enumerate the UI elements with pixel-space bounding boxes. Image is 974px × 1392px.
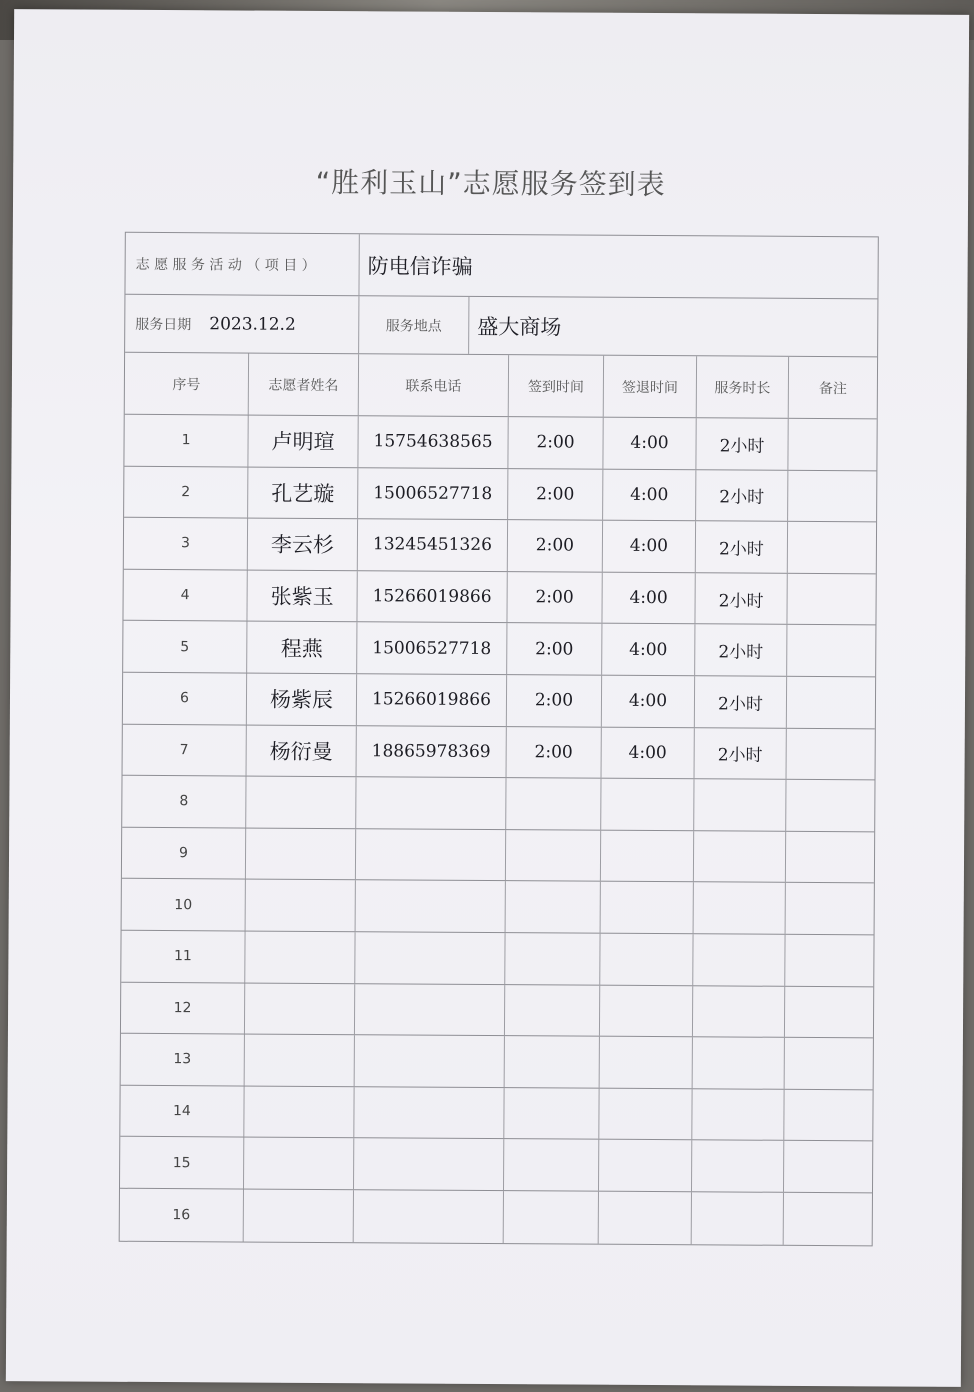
notes <box>785 935 873 986</box>
table-row <box>122 776 874 832</box>
table-row <box>121 1034 873 1090</box>
sign-in-time <box>505 933 600 984</box>
notes <box>785 1038 873 1089</box>
col-header-index: 序号 <box>125 353 249 415</box>
volunteer-name <box>244 1189 354 1241</box>
sign-in-time <box>505 1036 600 1087</box>
sign-in-time: 2:00 <box>507 623 602 674</box>
sign-out-time <box>601 779 694 830</box>
sign-out-time <box>600 934 693 985</box>
notes <box>788 470 876 521</box>
sign-out-time <box>599 1140 692 1191</box>
table-row <box>124 466 876 522</box>
table-row <box>123 673 875 729</box>
volunteer-name <box>246 880 356 931</box>
sheet-title: “胜利玉山”志愿服务签到表 <box>315 165 666 202</box>
phone-number <box>355 1035 505 1087</box>
volunteer-name: 张紫玉 <box>247 570 357 621</box>
sign-in-time: 2:00 <box>508 520 603 571</box>
notes <box>787 677 875 728</box>
sign-in-table <box>119 232 879 1246</box>
activity-row <box>125 233 877 300</box>
sign-out-time <box>600 1037 693 1088</box>
service-duration: 2小时 <box>695 625 787 676</box>
row-index: 6 <box>123 673 247 724</box>
service-duration <box>693 934 785 985</box>
sign-out-time <box>601 830 694 881</box>
table-row <box>120 1137 872 1193</box>
sign-out-time: 4:00 <box>602 572 695 623</box>
table-row <box>123 570 875 626</box>
row-index: 14 <box>120 1085 244 1136</box>
row-index: 13 <box>121 1034 245 1085</box>
col-header-sign-in: 签到时间 <box>509 355 604 417</box>
row-index: 10 <box>122 879 246 930</box>
sign-out-time: 4:00 <box>602 727 695 778</box>
date-value: 2023.12.2 <box>209 313 296 335</box>
row-index: 11 <box>121 931 245 982</box>
volunteer-name <box>244 1138 354 1189</box>
phone-number: 15006527718 <box>358 468 508 520</box>
sign-out-time: 4:00 <box>602 624 695 675</box>
sign-out-time <box>599 1088 692 1139</box>
volunteer-name: 程燕 <box>247 622 357 673</box>
service-duration <box>693 986 785 1037</box>
notes <box>784 1141 872 1192</box>
row-index: 9 <box>122 828 246 879</box>
phone-number <box>356 777 506 829</box>
notes <box>788 419 876 470</box>
location-label: 服务地点 <box>359 296 469 354</box>
notes <box>786 883 874 934</box>
phone-number <box>356 829 506 881</box>
sign-out-time: 4:00 <box>603 521 696 572</box>
table-body <box>120 415 877 1245</box>
location-value: 盛大商场 <box>477 314 562 339</box>
notes <box>787 625 875 676</box>
date-label: 服务日期 <box>135 316 192 333</box>
notes <box>787 574 875 625</box>
sign-in-time: 2:00 <box>507 727 602 778</box>
service-duration <box>692 1141 784 1192</box>
phone-number <box>354 1087 504 1139</box>
activity-value: 防电信诈骗 <box>367 253 473 279</box>
col-header-sign-out: 签退时间 <box>604 356 697 418</box>
phone-number: 15266019866 <box>357 571 507 623</box>
sign-out-time: 4:00 <box>603 418 696 469</box>
table-row <box>120 1085 872 1141</box>
volunteer-name <box>245 931 355 982</box>
sign-in-time <box>504 1191 599 1243</box>
notes <box>785 986 873 1037</box>
volunteer-name: 卢明瑄 <box>248 416 358 467</box>
sign-out-time <box>601 882 694 933</box>
sign-in-time: 2:00 <box>508 417 603 468</box>
table-row <box>123 621 875 677</box>
volunteer-name: 杨衍曼 <box>247 725 357 776</box>
table-row <box>124 415 876 471</box>
phone-number <box>355 984 505 1036</box>
service-duration: 2小时 <box>695 573 787 624</box>
service-duration <box>693 1037 785 1088</box>
table-row <box>123 724 875 780</box>
service-duration <box>694 779 786 830</box>
service-duration: 2小时 <box>695 728 787 779</box>
sign-in-time <box>504 1088 599 1139</box>
phone-number: 18865978369 <box>357 726 507 778</box>
notes <box>786 832 874 883</box>
phone-number <box>355 932 505 984</box>
phone-number: 15266019866 <box>357 674 507 726</box>
sign-out-time <box>599 1192 692 1244</box>
row-index: 2 <box>124 466 248 517</box>
sign-in-time: 2:00 <box>507 675 602 726</box>
volunteer-name <box>245 983 355 1034</box>
service-duration <box>694 883 786 934</box>
notes <box>787 728 875 779</box>
phone-number <box>354 1190 504 1243</box>
service-duration: 2小时 <box>696 470 788 521</box>
service-duration <box>692 1089 784 1140</box>
row-index: 16 <box>120 1189 244 1241</box>
row-index: 7 <box>123 724 247 775</box>
volunteer-name <box>245 1035 355 1086</box>
notes <box>784 1090 872 1141</box>
table-row <box>121 982 873 1038</box>
sign-in-time <box>506 830 601 881</box>
phone-number: 15006527718 <box>357 623 507 675</box>
table-row <box>121 931 873 987</box>
volunteer-name: 李云杉 <box>248 519 358 570</box>
activity-label: 志 愿 服 务 活 动 （ 项 目 ） <box>125 233 359 295</box>
sign-out-time: 4:00 <box>602 676 695 727</box>
service-duration <box>694 831 786 882</box>
header-row <box>125 353 877 420</box>
col-header-duration: 服务时长 <box>697 356 789 418</box>
row-index: 15 <box>120 1137 244 1188</box>
phone-number: 13245451326 <box>358 519 508 571</box>
service-duration: 2小时 <box>695 676 787 727</box>
col-header-name: 志愿者姓名 <box>249 354 359 416</box>
row-index: 1 <box>124 415 248 466</box>
table-row <box>120 1189 872 1245</box>
table-row <box>124 518 876 574</box>
col-header-notes: 备注 <box>818 380 847 397</box>
phone-number: 15754638565 <box>358 416 508 468</box>
row-index: 12 <box>121 982 245 1033</box>
service-duration <box>692 1192 784 1244</box>
sign-in-time: 2:00 <box>507 572 602 623</box>
notes <box>784 1193 872 1245</box>
table-row <box>122 828 874 884</box>
volunteer-name <box>244 1086 354 1137</box>
notes <box>788 522 876 573</box>
volunteer-name <box>246 828 356 879</box>
phone-number <box>356 881 506 933</box>
sign-in-time <box>504 1139 599 1190</box>
date-location-row <box>125 295 877 358</box>
phone-number <box>354 1139 504 1191</box>
sign-out-time: 4:00 <box>603 469 696 520</box>
row-index: 8 <box>122 776 246 827</box>
table-row <box>122 879 874 935</box>
row-index: 5 <box>123 621 247 672</box>
service-duration: 2小时 <box>696 418 788 469</box>
date-cell <box>125 295 359 353</box>
row-index: 4 <box>123 570 247 621</box>
sign-in-time: 2:00 <box>508 469 603 520</box>
sign-in-time <box>505 985 600 1036</box>
volunteer-name: 孔艺璇 <box>248 467 358 518</box>
volunteer-name <box>246 777 356 828</box>
col-header-phone: 联系电话 <box>359 354 509 416</box>
row-index: 3 <box>124 518 248 569</box>
notes <box>786 780 874 831</box>
sign-out-time <box>600 985 693 1036</box>
sign-in-sheet-paper <box>6 9 969 1387</box>
sign-in-time <box>506 881 601 932</box>
sign-in-time <box>506 778 601 829</box>
service-duration: 2小时 <box>696 521 788 572</box>
volunteer-name: 杨紫辰 <box>247 674 357 725</box>
